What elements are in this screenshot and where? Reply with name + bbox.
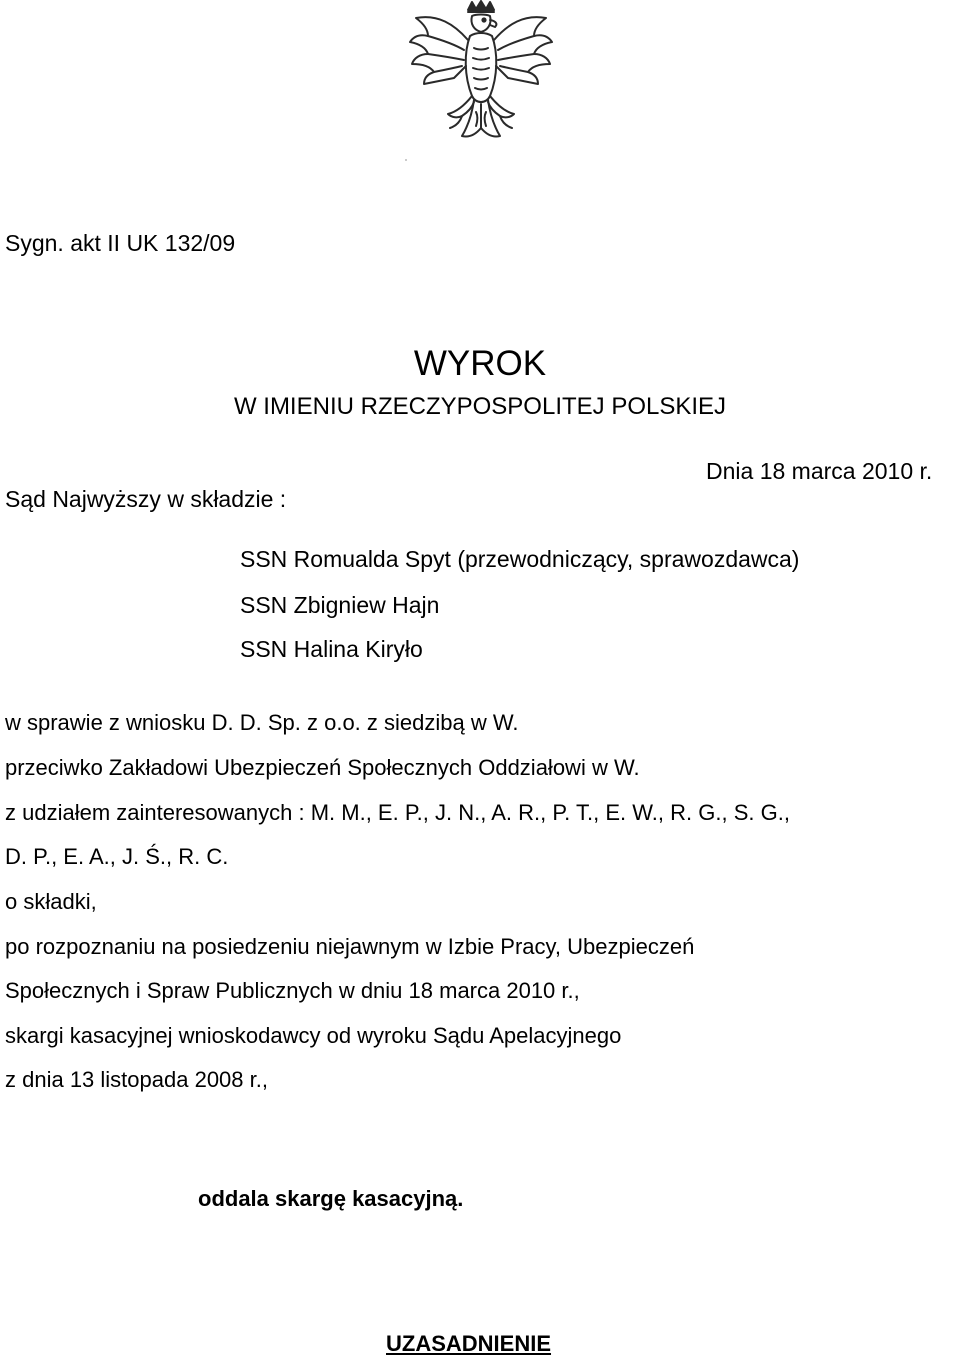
document-subtitle: W IMIENIU RZECZYPOSPOLITEJ POLSKIEJ: [233, 393, 727, 420]
court-composition-label: Sąd Najwyższy w składzie :: [5, 486, 287, 512]
judge-line: SSN Zbigniew Hajn: [240, 592, 440, 618]
case-line: o składki,: [5, 889, 97, 914]
proceedings-line: po rozpoznaniu na posiedzeniu niejawnym w Izbie Pracy, Ubezpieczeń: [5, 934, 695, 959]
case-line: D. P., E. A., J. Ś., R. C.: [5, 844, 229, 869]
proceedings-line: skargi kasacyjnej wnioskodawcy od wyroku Sądu Apelacyjnego: [5, 1023, 622, 1048]
proceedings-line: Społecznych i Spraw Publicznych w dniu 18 marca 2010 r.,: [5, 978, 580, 1003]
document-title: WYROK: [413, 344, 547, 383]
case-line: z udziałem zainteresowanych : M. M., E. P., J. N., A. R., P. T., E. W., R. G., S. G.,: [5, 800, 790, 825]
judgment-date: Dnia 18 marca 2010 r.: [706, 458, 933, 484]
polish-eagle-emblem-icon: [398, 0, 564, 170]
case-line: w sprawie z wniosku D. D. Sp. z o.o. z siedzibą w W.: [5, 710, 519, 735]
judge-line: SSN Romualda Spyt (przewodniczący, sprawozdawca): [240, 546, 800, 572]
case-signature: Sygn. akt II UK 132/09: [5, 230, 236, 256]
ruling: oddala skargę kasacyjną.: [198, 1186, 464, 1211]
judge-line: SSN Halina Kiryło: [240, 636, 423, 662]
proceedings-line: z dnia 13 listopada 2008 r.,: [5, 1067, 268, 1092]
justification-heading: UZASADNIENIE: [386, 1331, 552, 1356]
case-line: przeciwko Zakładowi Ubezpieczeń Społecznych Oddziałowi w W.: [5, 755, 640, 780]
